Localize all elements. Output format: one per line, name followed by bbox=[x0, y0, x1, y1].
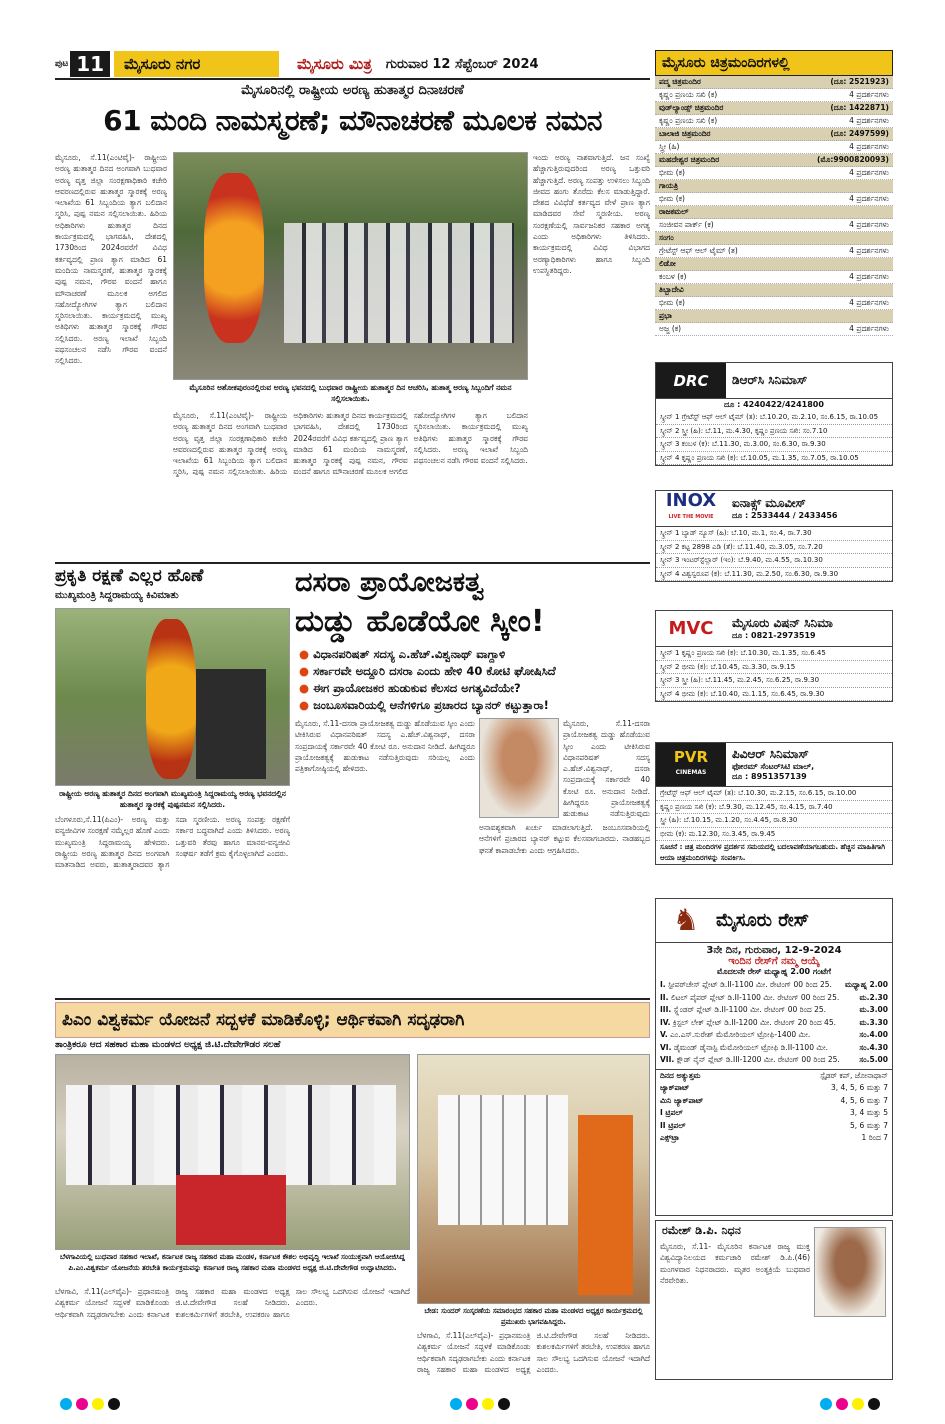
story4-sub: ತಾಂತ್ರಿಕರೂ ಆದ ಸಹಕಾರ ಮಹಾ ಮಂಡಳದ ಅಧ್ಯಕ್ಷ ಜಿ.ಟಿ.ದೇವೇಗೌಡರ ಸಲಹೆ bbox=[55, 1040, 281, 1050]
race-item: IV. ಕ್ರಿಸ್ಟಲ್ ಲೇಕ್ ಪ್ಲೇಟ್ ಡಿ.II-1200 ಮೀ. ರೇಟಿಂಗ್ 20 ರಿಂದ 45. ಮ.3.30 bbox=[660, 1017, 888, 1027]
newspaper-page bbox=[55, 50, 893, 1380]
show-row: ಸ್ಕ್ರೀನ್ 4 ವಿಶ್ವಸ್ವರೂಪ (ಕ): ಬೆ.11.30, ಮ.2.50, ಸಂ.6.30, ರಾ.9.30 bbox=[656, 568, 892, 582]
story3-body2: ಅನಾವಶ್ಯಕವಾಗಿ ಖರ್ಚು ಮಾಡಲಾಗುತ್ತಿದೆ. ಜಂಬೂಸವಾರಿಯಲ್ಲಿ ಆನೆಗಳಿಗೆ ಪ್ರಚಾರದ ಬ್ಯಾನರ್ ಕಟ್ಟುವ ಕೆಲಸವಾಗಬಾರದು. ನಾಡಹಬ್ಬದ ಘನತೆ ಕಾಪಾಡಬೇಕು ಎಂದು ಆಗ್ರಹಿಸಿದರು. bbox=[479, 823, 650, 855]
theatre-name-row: ಸಂಗಂ bbox=[655, 232, 893, 245]
story3-bullets bbox=[299, 646, 650, 714]
bullet-item: ● ವಿಧಾನಪರಿಷತ್ ಸದಸ್ಯ ಎ.ಹೆಚ್.ವಿಶ್ವನಾಥ್ ವಾಗ್ದಾಳಿ bbox=[299, 647, 506, 661]
lead-photo bbox=[173, 152, 528, 380]
story4-caption2: ಬೇಡ: ಸುಂದರ್ ಸಂಸ್ಕರಣೆಯ ಸಮಾರಂಭದ ಸಹಕಾರ ಮಹಾ ಮಂಡಳದ ಅಧ್ಯಕ್ಷರ ಕಾರ್ಯಕ್ರಮದಲ್ಲಿ ಪ್ರಮುಖರು ಭಾಗವಹಿಸಿದ್ದರು. bbox=[424, 1307, 643, 1326]
reg-mark bbox=[852, 1398, 864, 1410]
drc-header bbox=[656, 363, 892, 399]
story2-body: ಬೆಂಗಳೂರು,ಸೆ.11(ಪಿಎಂ)- ಅರಣ್ಯ ಮತ್ತು ವನ್ಯಜೀವಿಗಳ ಸಂರಕ್ಷಣೆ ನಮ್ಮೆಲ್ಲರ ಹೊಣೆ ಎಂದು ಮುಖ್ಯಮಂತ್ರಿ ಸಿದ್ದರಾಮಯ್ಯ ಹೇಳಿದರು. ರಾಷ್ಟ್ರೀಯ ಅರಣ್ಯ ಹುತಾತ್ಮರ ದಿನದ ಅಂಗವಾಗಿ ಮಾತನಾಡಿದ ಅವರು, ಹುತಾತ್ಮರಾದವರ ತ್ಯಾಗ ಸದಾ ಸ್ಮರಣೀಯ. ಅರಣ್ಯ ಸಂಪತ್ತು ರಕ್ಷಣೆಗೆ ಸರ್ಕಾರ ಬದ್ಧವಾಗಿದೆ ಎಂದು ತಿಳಿಸಿದರು. ಅರಣ್ಯ ಒತ್ತುವರಿ ತೆರವು ಹಾಗೂ ಮಾನವ-ವನ್ಯಜೀವಿ ಸಂಘರ್ಷ ತಡೆಗೆ ಕ್ರಮ ಕೈಗೊಳ್ಳಲಾಗಿದೆ ಎಂದರು. bbox=[55, 815, 290, 870]
cinema-listing bbox=[655, 50, 893, 336]
theatre-movie-row: ಭೀಮ (ಕ) 4 ಪ್ರದರ್ಶನಗಳು bbox=[655, 297, 893, 310]
theatre-name-row: ವುಡ್‌ಲ್ಯಾಂಡ್ಸ್ ಚಿತ್ರಮಂದಿರ (ದೂ: 1422871) bbox=[655, 102, 893, 115]
drc-logo: DRC bbox=[656, 363, 726, 398]
tote-item: II ಟ್ರಿಪಲ್ 5, 6 ಮತ್ತು 7 bbox=[660, 1120, 888, 1130]
lead-caption: ಮೈಸೂರಿನ ಅಶೋಕಪುರಂನಲ್ಲಿರುವ ಅರಣ್ಯ ಭವನದಲ್ಲಿ ಬುಧವಾರ ರಾಷ್ಟ್ರೀಯ ಹುತಾತ್ಮರ ದಿನ ಆಚರಿಸಿ, ಹುತಾತ್ಮ ಅರಣ್ಯ ಸಿಬ್ಬಂದಿಗೆ ನಮನ ಸಲ್ಲಿಸಲಾಯಿತು. bbox=[189, 383, 512, 403]
theatre-movie-row: ಕೃಷ್ಣಂ ಪ್ರಣಯ ಸಖಿ (ಕ) 4 ಪ್ರದರ್ಶನಗಳು bbox=[655, 89, 893, 102]
pvr-logo: PVR CINEMAS bbox=[656, 743, 726, 786]
drc-phone: ದೂ : 4240422/4241800 bbox=[724, 400, 824, 409]
story2-sub: ಮುಖ್ಯಮಂತ್ರಿ ಸಿದ್ದರಾಮಯ್ಯ ಕಿವಿಮಾತು bbox=[55, 590, 179, 601]
show-row: ಸ್ಕ್ರೀನ್ 3 ಇಂಟರ್‌ಸ್ಟೆಲ್ಲಾರ್ (ಇಂ): ಬೆ.9.40, ಮ.4.55, ರಾ.10.30 bbox=[656, 554, 892, 568]
story2-headline: ಪ್ರಕೃತಿ ರಕ್ಷಣೆ ಎಲ್ಲರ ಹೊಣೆ bbox=[55, 566, 204, 586]
theatre-movie-row: ಸ್ತ್ರೀ (ಹಿ) 4 ಪ್ರದರ್ಶನಗಳು bbox=[655, 141, 893, 154]
dignitaries-group bbox=[66, 1085, 396, 1185]
theatre-name-row: ಪ್ರಭಾ bbox=[655, 310, 893, 323]
story3-head2: ದುಡ್ಡು ಹೊಡೆಯೋ ಸ್ಕೀಂ! bbox=[295, 604, 545, 639]
story4-caption1: ಬೆಳಗಾವಿಯಲ್ಲಿ ಬುಧವಾರ ಸಹಕಾರ ಇಲಾಖೆ, ಕರ್ನಾಟಕ ರಾಜ್ಯ ಸಹಕಾರ ಮಹಾ ಮಂಡಳ, ಕರ್ನಾಟಕ ಕೌಶಲ ಅಭಿವೃದ್ಧಿ ಇಲಾಖೆ ಸಂಯುಕ್ತವಾಗಿ ಆಯೋಜಿಸಿದ್ದ ಪಿ.ಎಂ.ವಿಶ್ವಕರ್ಮ ಯೋಜನೆಯ ತರಬೇತಿ ಕಾರ್ಯಕ್ರಮವನ್ನು ಕರ್ನಾಟಕ ರಾಜ್ಯ ಸಹಕಾರ ಮಹಾ ಮಂಡಳದ ಅಧ್ಯಕ್ಷ ಜಿ.ಟಿ.ದೇವೇಗೌಡ ಉದ್ಘಾಟಿಸಿದರು. bbox=[60, 1253, 405, 1272]
race-item: VII. ಕ್ಲೌಡ್ ನೈನ್ ಪ್ಲೇಟ್ ಡಿ.III-1200 ಮೀ. ರೇಟಿಂಗ್ 00 ರಿಂದ 25. ಸಂ.5.00 bbox=[660, 1055, 888, 1064]
show-row: ಸ್ಕ್ರೀನ್ 1 ಕೃಷ್ಣಂ ಪ್ರಣಯ ಸಖಿ (ಕ): ಬೆ.10.30, ಮ.1.35, ಸಂ.6.45 bbox=[656, 647, 892, 661]
show-row: ಸ್ಕ್ರೀನ್ 2 ಸ್ತ್ರೀ (ಹಿ): ಬೆ.11, ಮ.4.30, ಕೃಷ್ಣಂ ಪ್ರಣಯ ಸಖಿ: ಸಂ.7.10 bbox=[656, 425, 892, 439]
race-item: III. ಸ್ಪ್ಲೆಂಡರ್ ಪ್ಲೇಟ್ ಡಿ.II-1100 ಮೀ. ರೇಟಿಂಗ್ 00 ರಿಂದ 25. ಮ.3.00 bbox=[660, 1005, 888, 1014]
race-header bbox=[656, 899, 892, 943]
tote-item: ಮಿನಿ ಜ್ಯಾಕ್‌ಪಾಟ್ 4, 5, 6 ಮತ್ತು 7 bbox=[660, 1095, 888, 1105]
show-row: ಗ್ರೇಟೆಸ್ಟ್ ಆಫ್ ಆಲ್ ಟೈಮ್ (ತ): ಬೆ.10.30, ಮ.2.15, ಸಂ.6.15, ರಾ.10.00 bbox=[656, 787, 892, 801]
theatre-movie-row: ಕೃಷ್ಣಂ ಪ್ರಣಯ ಸಖಿ (ಕ) 4 ಪ್ರದರ್ಶನಗಳು bbox=[655, 115, 893, 128]
bullet-item: ● ಸರ್ಕಾರವೇ ಅದ್ದೂರಿ ದಸರಾ ಎಂದು ಹೇಳಿ 40 ಕೋಟಿ ಘೋಷಿಸಿದೆ bbox=[299, 664, 556, 678]
mvc-phone: ದೂ : 0821-2973519 bbox=[732, 631, 816, 640]
obit-title: ರಮೇಶ್ ಡಿ.ಪಿ. ನಿಧನ bbox=[662, 1224, 741, 1237]
pvr-box bbox=[655, 742, 893, 865]
issue-date: ಗುರುವಾರ 12 ಸೆಪ್ಟೆಂಬರ್ 2024 bbox=[385, 56, 539, 72]
theatre-name-row: ರಾಜಕಮಲ್ bbox=[655, 206, 893, 219]
reg-mark bbox=[76, 1398, 88, 1410]
pvr-header bbox=[656, 743, 892, 787]
pvr-phone: ದೂ : 8951357139 bbox=[732, 772, 807, 781]
officials-group bbox=[284, 223, 514, 343]
show-row: ಸ್ತ್ರೀ (ಹಿ): ಬೆ.10.15, ಮ.1.20, ಸಂ.4.45, ರಾ.8.30 bbox=[656, 814, 892, 828]
show-row: ಕೃಷ್ಣಂ ಪ್ರಣಯ ಸಖಿ (ಕ): ಬೆ.9.30, ಮ.12.45, ಸಂ.4.15, ರಾ.7.40 bbox=[656, 801, 892, 815]
bullet-item: ● ಈಗ ಪ್ರಾಯೋಜಕರ ಹುಡುಕುವ ಕೆಲಸದ ಅಗತ್ಯವಿದೆಯೇ? bbox=[299, 681, 521, 695]
story2-photo bbox=[55, 608, 290, 786]
race-day: 3ನೇ ದಿನ, ಗುರುವಾರ, 12-9-2024 bbox=[706, 945, 842, 956]
flower-memorial bbox=[204, 173, 264, 343]
group-figures bbox=[438, 1095, 568, 1225]
theatre-list bbox=[655, 76, 893, 336]
story2-caption: ರಾಷ್ಟ್ರೀಯ ಅರಣ್ಯ ಹುತಾತ್ಮರ ದಿನದ ಅಂಗವಾಗಿ ಮುಖ್ಯಮಂತ್ರಿ ಸಿದ್ದರಾಮಯ್ಯ ಅರಣ್ಯ ಭವನದಲ್ಲಿನ ಹುತಾತ್ಮರ ಸ್ಮಾರಕಕ್ಕೆ ಪುಷ್ಪನಮನ ಸಲ್ಲಿಸಿದರು. bbox=[59, 789, 286, 809]
reg-mark bbox=[820, 1398, 832, 1410]
obit-photo bbox=[814, 1227, 886, 1317]
reg-mark bbox=[450, 1398, 462, 1410]
lead-body-2: ಇಂದು ಅರಣ್ಯ ನಾಶವಾಗುತ್ತಿದೆ. ಜನ ಸಂಖ್ಯೆ ಹೆಚ್ಚಾಗುತ್ತಿರುವುದರಿಂದ ಅರಣ್ಯ ಒತ್ತುವರಿ ಹೆಚ್ಚಾಗುತ್ತಿದೆ. ಅರಣ್ಯ ಸಂಪತ್ತು ಉಳಿಸಲು ಸಿಬ್ಬಂದಿ ಜೀವದ ಹಂಗು ತೊರೆದು ಕೆಲಸ ಮಾಡುತ್ತಿದ್ದಾರೆ. ದೇಶದ ವಿವಿಧೆಡೆ ಕರ್ತವ್ಯದ ವೇಳೆ ಪ್ರಾಣ ತ್ಯಾಗ ಮಾಡಿದವರ ಸೇವೆ ಸ್ಮರಣೀಯ. ಅರಣ್ಯ ಸಂರಕ್ಷಣೆಯಲ್ಲಿ ಸಾರ್ವಜನಿಕರ ಸಹಕಾರ ಅಗತ್ಯ ಎಂದು ಅಧಿಕಾರಿಗಳು ತಿಳಿಸಿದರು. ಕಾರ್ಯಕ್ರಮದಲ್ಲಿ ವಿವಿಧ ವಿಭಾಗದ ಅರಣ್ಯಾಧಿಕಾರಿಗಳು ಹಾಗೂ ಸಿಬ್ಬಂದಿ ಉಪಸ್ಥಿತರಿದ್ದರು. bbox=[533, 153, 650, 275]
tote-item: ಎಕ್ಸ್‌ಟ್ರಾ 1 ರಿಂದ 7 bbox=[660, 1133, 888, 1142]
race-item: V. ಎಂ.ಎಸ್.ಸುರೇಶ್ ಮೆಮೋರಿಯಲ್ ಟ್ರೋಫಿ-1400 ಮೀ. ಸಂ.4.00 bbox=[660, 1030, 888, 1039]
story3-body3: ಮೈಸೂರು, ಸೆ.11-ದಸರಾ ಪ್ರಾಯೋಜಕತ್ವ ದುಡ್ಡು ಹೊಡೆಯುವ ಸ್ಕೀಂ ಎಂದು ಟೀಕಿಸಿರುವ ವಿಧಾನಪರಿಷತ್ ಸದಸ್ಯ ಎ.ಹೆಚ್.ವಿಶ್ವನಾಥ್, ದಸರಾ ಸಂಪ್ರದಾಯಕ್ಕೆ ಸರ್ಕಾರವೇ 40 ಕೋಟಿ ರೂ. ಅನುದಾನ ನೀಡಿದೆ. ಹೀಗಿದ್ದರೂ ಪ್ರಾಯೋಜಕತ್ವಕ್ಕೆ ಹುಡುಕಾಟ ನಡೆಸುತ್ತಿರುವುದು bbox=[563, 719, 650, 818]
race-item: VI. ಡೈಮಂಡ್ ಡೈನಾಸ್ಟಿ ಮೆಮೋರಿಯಲ್ ಟ್ರೋಫಿ ಡಿ.II-1100 ಮೀ. ಸಂ.4.30 bbox=[660, 1042, 888, 1052]
theatre-movie-row: ಭೀಮ (ಕ) 4 ಪ್ರದರ್ಶನಗಳು bbox=[655, 167, 893, 180]
memorial-wreath bbox=[146, 619, 196, 779]
inox-header bbox=[656, 491, 892, 527]
theatre-name-row: ಪದ್ಮ ಚಿತ್ರಮಂದಿರ (ದೂ: 2521923) bbox=[655, 76, 893, 89]
show-row: ಸ್ಕ್ರೀನ್ 3 ಸ್ತ್ರೀ (ಹಿ): ಬೆ.11.45, ಮ.2.45, ಸಂ.6.25, ರಾ.9.30 bbox=[656, 674, 892, 688]
memorial-stone bbox=[196, 669, 266, 779]
tote-item: I ಟ್ರಿಪಲ್ 3, 4 ಮತ್ತು 5 bbox=[660, 1108, 888, 1117]
mvc-box bbox=[655, 610, 893, 702]
obit-body: ಮೈಸೂರು, ಸೆ.11- ಮೈಸೂರಿನ ಕರ್ನಾಟಕ ರಾಜ್ಯ ಮುಕ್ತ ವಿಶ್ವವಿದ್ಯಾನಿಲಯದ ಕರ್ಮಚಾರಿ ರಮೇಶ್ ಡಿ.ಪಿ.(46) ಮಂಗಳವಾರ ನಿಧನರಾದರು. ಮೃತರ ಅಂತ್ಯಕ್ರಿಯೆ ಬುಧವಾರ ನೆರವೇರಿತು. bbox=[660, 1242, 810, 1285]
reg-mark bbox=[498, 1398, 510, 1410]
race-list bbox=[656, 979, 892, 1067]
theatre-name-row: ಗಾಯತ್ರಿ bbox=[655, 180, 893, 193]
pvr-name: ಪಿವಿಆರ್ ಸಿನಿಮಾಸ್ bbox=[732, 747, 809, 761]
mvc-name: ಮೈಸೂರು ವಿಷನ್ ಸಿನಿಮಾ bbox=[732, 616, 833, 630]
theatre-name-row: ತಿಬ್ಬಾದೇವಿ bbox=[655, 284, 893, 297]
story4-body2: ಬೆಳಗಾವಿ, ಸೆ.11(ಎಲ್‌ವೈಎ)- ಪ್ರಧಾನಮಂತ್ರಿ ವಿಶ್ವಕರ್ಮ ಯೋಜನೆ ಸದ್ಬಳಕೆ ಮಾಡಿಕೊಂಡು ಆರ್ಥಿಕವಾಗಿ ಸದೃಢರಾಗಬೇಕು ಎಂದು ಕರ್ನಾಟಕ ರಾಜ್ಯ ಸಹಕಾರ ಮಹಾ ಮಂಡಳದ ಅಧ್ಯಕ್ಷ ಜಿ.ಟಿ.ದೇವೇಗೌಡ ಸಲಹೆ ನೀಡಿದರು. ಕುಶಲಕರ್ಮಿಗಳಿಗೆ ತರಬೇತಿ, ಉಪಕರಣ ಹಾಗೂ ಸಾಲ ಸೌಲಭ್ಯ ಒದಗಿಸುವ ಯೋಜನೆ ಇದಾಗಿದೆ ಎಂದರು. bbox=[417, 1331, 650, 1374]
show-row: ಸ್ಕ್ರೀನ್ 2 ಭೀಮ (ಕ): ಬೆ.10.45, ಮ.3.30, ರಾ.9.15 bbox=[656, 661, 892, 675]
tote-item: ದಿನದ ಅತ್ಯುತ್ತಮ ಸ್ಪೈಡರ್ ಕಪ್, ಜೋನಾಥಾನ್ bbox=[660, 1070, 888, 1080]
theatre-movie-row: ಸಂಜೀವನ ಪಾರ್ಕ್ (ಕ) 4 ಪ್ರದರ್ಶನಗಳು bbox=[655, 219, 893, 232]
show-row: ಭೀಮ (ಕ): ಮ.12.30, ಸಂ.3.45, ರಾ.9.45 bbox=[656, 828, 892, 842]
vishwanath-photo bbox=[479, 718, 559, 818]
ribbon-table bbox=[176, 1175, 286, 1245]
mvc-header bbox=[656, 611, 892, 647]
show-row: ಸ್ಕ್ರೀನ್ 4 ಭೀಮ (ಕ): ಬೆ.10.40, ಮ.1.15, ಸಂ.6.45, ರಾ.9.30 bbox=[656, 688, 892, 702]
inox-phone: ದೂ : 2533444 / 2433456 bbox=[732, 511, 838, 520]
cinema-title: ಮೈಸೂರು ಚಿತ್ರಮಂದಿರಗಳಲ್ಲಿ bbox=[655, 50, 893, 76]
masthead bbox=[55, 50, 650, 80]
race-item: I. ಸ್ಟೀಪರ್‌ಚೇಸ್ ಪ್ಲೇಟ್ ಡಿ.II-1100 ಮೀ. ರೇಟಿಂಗ್ 00 ರಿಂದ 25. ಮಧ್ಯಾಹ್ನ 2.00 bbox=[660, 980, 888, 989]
tote-item: ಜ್ಯಾಕ್‌ಪಾಟ್ 3, 4, 5, 6 ಮತ್ತು 7 bbox=[660, 1083, 888, 1092]
section-title: ಮೈಸೂರು ನಗರ bbox=[114, 51, 279, 77]
lead-body-1: ಮೈಸೂರು, ಸೆ.11(ಎಂಟಿವೈ)- ರಾಷ್ಟ್ರೀಯ ಅರಣ್ಯ ಹುತಾತ್ಮರ ದಿನದ ಅಂಗವಾಗಿ ಬುಧವಾರ ಅರಣ್ಯ ವೃತ್ತ ಜಿಲ್ಲಾ ಸಂರಕ್ಷಣಾಧಿಕಾರಿ ಕಚೇರಿ ಆವರಣದಲ್ಲಿರುವ ಹುತಾತ್ಮರ ಸ್ಮಾರಕಕ್ಕೆ ಅರಣ್ಯ ಇಲಾಖೆಯ 61 ಸಿಬ್ಬಂದಿಯ ತ್ಯಾಗ ಬಲಿದಾನ ಸ್ಮರಿಸಿ, ಪುಷ್ಪ ನಮನ ಸಲ್ಲಿಸಲಾಯಿತು. ಹಿರಿಯ ಅಧಿಕಾರಿಗಳು ಹುತಾತ್ಮರ ದಿನದ ಕಾರ್ಯಕ್ರಮದಲ್ಲಿ ಭಾಗವಹಿಸಿ, ದೇಶದಲ್ಲಿ 1730ರಿಂದ 2024ರವರೆಗೆ ವಿವಿಧ ಕರ್ತವ್ಯದಲ್ಲಿ ಪ್ರಾಣ ತ್ಯಾಗ ಮಾಡಿದ 61 ಮಂದಿಯ ನಾಮಸ್ಮರಣೆ, ಹುತಾತ್ಮರ ಸ್ಮಾರಕಕ್ಕೆ ಪುಷ್ಪ ನಮನ, ಗೌರವ ವಂದನೆ ಹಾಗೂ ಮೌನಾಚರಣೆ ಮೂಲಕ ಅಗಲಿದ ಸಹೋದ್ಯೋಗಿಗಳ ತ್ಯಾಗ ಬಲಿದಾನ ಸ್ಮರಿಸಲಾಯಿತು. ಕಾರ್ಯಕ್ರಮದಲ್ಲಿ ಮುಖ್ಯ ಅತಿಥಿಗಳು ಹುತಾತ್ಮರ ಸ್ಮಾರಕಕ್ಕೆ ಗೌರವ ಸಲ್ಲಿಸಿದರು. ಅರಣ್ಯ ಇಲಾಖೆ ಸಿಬ್ಬಂದಿ ಪಥಸಂಚಲನ ನಡೆಸಿ ಗೌರವ ವಂದನೆ ಸಲ್ಲಿಸಿದರು. bbox=[55, 153, 167, 366]
divider bbox=[55, 998, 650, 1000]
bullet-item: ● ಜಂಬೂಸವಾರಿಯಲ್ಲಿ ಆನೆಗಳಿಗೂ ಪ್ರಚಾರದ ಬ್ಯಾನರ್ ಕಟ್ಟುತ್ತಾರಾ! bbox=[299, 698, 549, 712]
lead-body-3: ಮೈಸೂರು, ಸೆ.11(ಎಂಟಿವೈ)- ರಾಷ್ಟ್ರೀಯ ಅರಣ್ಯ ಹುತಾತ್ಮರ ದಿನದ ಅಂಗವಾಗಿ ಬುಧವಾರ ಅರಣ್ಯ ವೃತ್ತ ಜಿಲ್ಲಾ ಸಂರಕ್ಷಣಾಧಿಕಾರಿ ಕಚೇರಿ ಆವರಣದಲ್ಲಿರುವ ಹುತಾತ್ಮರ ಸ್ಮಾರಕಕ್ಕೆ ಅರಣ್ಯ ಇಲಾಖೆಯ 61 ಸಿಬ್ಬಂದಿಯ ತ್ಯಾಗ ಬಲಿದಾನ ಸ್ಮರಿಸಿ, ಪುಷ್ಪ ನಮನ ಸಲ್ಲಿಸಲಾಯಿತು. ಹಿರಿಯ ಅಧಿಕಾರಿಗಳು ಹುತಾತ್ಮರ ದಿನದ ಕಾರ್ಯಕ್ರಮದಲ್ಲಿ ಭಾಗವಹಿಸಿ, ದೇಶದಲ್ಲಿ 1730ರಿಂದ 2024ರವರೆಗೆ ವಿವಿಧ ಕರ್ತವ್ಯದಲ್ಲಿ ಪ್ರಾಣ ತ್ಯಾಗ ಮಾಡಿದ 61 ಮಂದಿಯ ನಾಮಸ್ಮರಣೆ, ಹುತಾತ್ಮರ ಸ್ಮಾರಕಕ್ಕೆ ಪುಷ್ಪ ನಮನ, ಗೌರವ ವಂದನೆ ಹಾಗೂ ಮೌನಾಚರಣೆ ಮೂಲಕ ಅಗಲಿದ ಸಹೋದ್ಯೋಗಿಗಳ ತ್ಯಾಗ ಬಲಿದಾನ ಸ್ಮರಿಸಲಾಯಿತು. ಕಾರ್ಯಕ್ರಮದಲ್ಲಿ ಮುಖ್ಯ ಅತಿಥಿಗಳು ಹುತಾತ್ಮರ ಸ್ಮಾರಕಕ್ಕೆ ಗೌರವ ಸಲ್ಲಿಸಿದರು. ಅರಣ್ಯ ಇಲಾಖೆ ಸಿಬ್ಬಂದಿ ಪಥಸಂಚಲನ ನಡೆಸಿ ಗೌರವ ವಂದನೆ ಸಲ್ಲಿಸಿದರು. bbox=[173, 411, 528, 477]
story4-body: ಬೆಳಗಾವಿ, ಸೆ.11(ಎಲ್‌ವೈಎ)- ಪ್ರಧಾನಮಂತ್ರಿ ವಿಶ್ವಕರ್ಮ ಯೋಜನೆ ಸದ್ಬಳಕೆ ಮಾಡಿಕೊಂಡು ಆರ್ಥಿಕವಾಗಿ ಸದೃಢರಾಗಬೇಕು ಎಂದು ಕರ್ನಾಟಕ ರಾಜ್ಯ ಸಹಕಾರ ಮಹಾ ಮಂಡಳದ ಅಧ್ಯಕ್ಷ ಜಿ.ಟಿ.ದೇವೇಗೌಡ ಸಲಹೆ ನೀಡಿದರು. ಕುಶಲಕರ್ಮಿಗಳಿಗೆ ತರಬೇತಿ, ಉಪಕರಣ ಹಾಗೂ ಸಾಲ ಸೌಲಭ್ಯ ಒದಗಿಸುವ ಯೋಜನೆ ಇದಾಗಿದೆ ಎಂದರು. bbox=[55, 1287, 410, 1319]
drc-name: ಡಿಆರ್‌ಸಿ ಸಿನಿಮಾಸ್ bbox=[732, 373, 808, 387]
story3-head1: ದಸರಾ ಪ್ರಾಯೋಜಕತ್ವ bbox=[295, 567, 485, 598]
tote-list bbox=[656, 1069, 892, 1145]
theatre-name-row: ಮಹದೇಶ್ವರ ಚಿತ್ರಮಂದಿರ (ಮೊ:9900820093) bbox=[655, 154, 893, 167]
lead-headline: 61 ಮಂದಿ ನಾಮಸ್ಮರಣೆ; ಮೌನಾಚರಣೆ ಮೂಲಕ ನಮನ bbox=[103, 104, 602, 137]
theatre-movie-row: ಅಜ್ಜ (ಕ) 4 ಪ್ರದರ್ಶನಗಳು bbox=[655, 323, 893, 336]
theatre-name-row: ಬಾಲಾಜಿ ಚಿತ್ರಮಂದಿರ (ದೂ: 2497599) bbox=[655, 128, 893, 141]
reg-mark bbox=[60, 1398, 72, 1410]
race-start: ಮೊದಲನೇ ರೇಸ್ ಮಧ್ಯಾಹ್ನ 2.00 ಗಂಟೆಗೆ bbox=[717, 967, 831, 976]
inox-box bbox=[655, 490, 893, 582]
reg-mark bbox=[868, 1398, 880, 1410]
race-box bbox=[655, 898, 893, 1216]
page-label: ಪುಟ bbox=[55, 59, 69, 69]
drc-box bbox=[655, 362, 893, 466]
reg-mark bbox=[108, 1398, 120, 1410]
obit-box bbox=[655, 1220, 893, 1380]
reg-mark bbox=[836, 1398, 848, 1410]
story3-body1: ಮೈಸೂರು, ಸೆ.11-ದಸರಾ ಪ್ರಾಯೋಜಕತ್ವ ದುಡ್ಡು ಹೊಡೆಯುವ ಸ್ಕೀಂ ಎಂದು ಟೀಕಿಸಿರುವ ವಿಧಾನಪರಿಷತ್ ಸದಸ್ಯ ಎ.ಹೆಚ್.ವಿಶ್ವನಾಥ್, ದಸರಾ ಸಂಪ್ರದಾಯಕ್ಕೆ ಸರ್ಕಾರವೇ 40 ಕೋಟಿ ರೂ. ಅನುದಾನ ನೀಡಿದೆ. ಹೀಗಿದ್ದರೂ ಪ್ರಾಯೋಜಕತ್ವಕ್ಕೆ ಹುಡುಕಾಟ ನಡೆಸುತ್ತಿರುವುದು ಸರಿಯಲ್ಲ ಎಂದು ಪತ್ರಿಕಾಗೋಷ್ಠಿಯಲ್ಲಿ ಹೇಳಿದರು. bbox=[295, 719, 475, 774]
pvr-sub: ಫೋರಮ್ ಸೆಂಟರ್‌ಸಿಟಿ ಮಾಲ್, bbox=[732, 762, 815, 771]
theatre-movie-row: ಭೀಮ (ಕ) 4 ಪ್ರದರ್ಶನಗಳು bbox=[655, 193, 893, 206]
page-number: 11 bbox=[70, 51, 110, 77]
show-row: ಸ್ಕ್ರೀನ್ 2 ಕಟ್ಟ 2898 ಎಡಿ (ತೆ): ಬೆ.11.40, ಮ.3.05, ಸಂ.7.20 bbox=[656, 541, 892, 555]
inox-logo: INOX LIVE THE MOVIE bbox=[665, 489, 717, 520]
reg-mark bbox=[92, 1398, 104, 1410]
horse-icon: ♞ bbox=[672, 903, 700, 938]
brand-logo: ಮೈಸೂರು ಮಿತ್ರ bbox=[297, 55, 372, 73]
show-row: ಸ್ಕ್ರೀನ್ 1 ಗ್ರೇಟೆಸ್ಟ್ ಆಫ್ ಆಲ್ ಟೈಮ್ (ತ): ಬೆ.10.20, ಮ.2.10, ಸಂ.6.15, ರಾ.10.05 bbox=[656, 411, 892, 425]
race-tip: ಇಂದಿನ ರೇಸ್‌ಗೆ ನಮ್ಮ ಆಯ್ಕೆ bbox=[728, 956, 820, 967]
show-row: ಸ್ಕ್ರೀನ್ 3 ಕಂಬಳ (ಕ): ಬೆ.11.30, ಮ.3.00, ಸಂ.6.30, ರಾ.9.30 bbox=[656, 438, 892, 452]
story4-photo1 bbox=[55, 1054, 410, 1250]
race-item: II. ಲಿಟಲ್ ಪೈಪರ್ ಪ್ಲೇಟ್ ಡಿ.II-1100 ಮೀ. ರೇಟಿಂಗ್ 00 ರಿಂದ 25. ಮ.2.30 bbox=[660, 992, 888, 1002]
saffron-figure bbox=[578, 1115, 633, 1295]
theatre-name-row: ಲಿಡೋ bbox=[655, 258, 893, 271]
show-row: ಸ್ಕ್ರೀನ್ 4 ಕೃಷ್ಣಂ ಪ್ರಣಯ ಸಖಿ (ಕ): ಬೆ.10.05, ಮ.1.35, ಸಂ.7.05, ರಾ.10.05 bbox=[656, 452, 892, 466]
theatre-movie-row: ಗ್ರೇಟೆಸ್ಟ್ ಆಫ್ ಆಲ್ ಟೈಮ್ (ತ) 4 ಪ್ರದರ್ಶನಗಳು bbox=[655, 245, 893, 258]
theatre-movie-row: ಕಂಬಳ (ಕ) 4 ಪ್ರದರ್ಶನಗಳು bbox=[655, 271, 893, 284]
inox-name: ಐನಾಕ್ಸ್ ಮೂವೀಸ್ bbox=[732, 496, 806, 510]
story4-photo2 bbox=[417, 1054, 650, 1304]
race-title: ಮೈಸೂರು ರೇಸ್ bbox=[716, 910, 810, 931]
lead-kicker: ಮೈಸೂರಿನಲ್ಲಿ ರಾಷ್ಟ್ರೀಯ ಅರಣ್ಯ ಹುತಾತ್ಮರ ದಿನಾಚರಣೆ bbox=[241, 83, 464, 98]
reg-mark bbox=[482, 1398, 494, 1410]
show-row: ಸ್ಕ್ರೀನ್ 1 ಬ್ಯಾಡ್ ನ್ಯೂಸ್ (ಹಿ): ಬೆ.10, ಮ.1, ಸಂ.4, ರಾ.7.30 bbox=[656, 527, 892, 541]
story4-headline: ಪಿಎಂ ವಿಶ್ವಕರ್ಮ ಯೋಜನೆ ಸದ್ಬಳಕೆ ಮಾಡಿಕೊಳ್ಳಿ; ಆರ್ಥಿಕವಾಗಿ ಸದೃಢರಾಗಿ bbox=[55, 1002, 650, 1038]
mvc-logo: MVC bbox=[668, 618, 714, 639]
cinema-note: ಸೂಚನೆ : ಚಿತ್ರ ಮಂದಿರಗಳ ಪ್ರದರ್ಶನ ಸಮಯದಲ್ಲಿ ಬದಲಾವಣೆಯಾಗಬಹುದು. ಹೆಚ್ಚಿನ ಮಾಹಿತಿಗಾಗಿ ಆಯಾ ಚಿತ್ರಮಂದಿರಗಳನ್ನು ಸಂಪರ್ಕಿಸಿ. bbox=[660, 843, 886, 862]
reg-mark bbox=[466, 1398, 478, 1410]
